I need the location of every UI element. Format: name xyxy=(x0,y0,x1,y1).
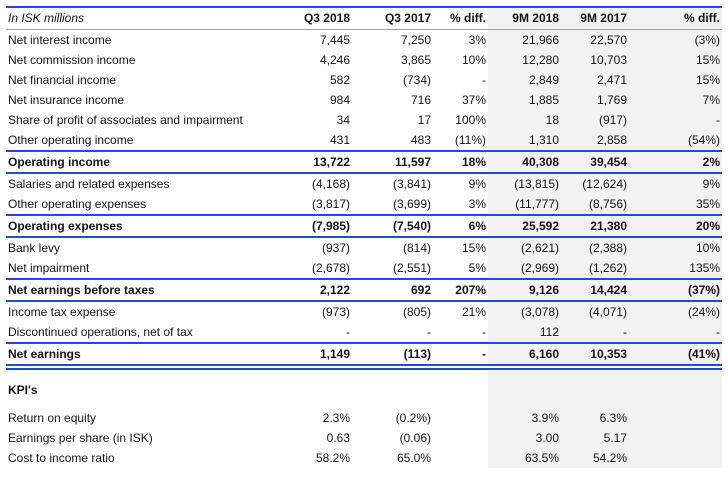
cell-value xyxy=(629,408,722,428)
row-label: Other operating expenses xyxy=(8,196,147,211)
cell-value: (13,815) xyxy=(488,173,561,194)
cell-value: 13,722 xyxy=(258,151,352,173)
cell-value: 58.2% xyxy=(315,450,350,465)
cell-value xyxy=(629,448,722,468)
cell-value: (3,078) xyxy=(488,301,561,322)
kpi-section-row xyxy=(6,380,722,400)
cell-value: - xyxy=(629,110,722,130)
row-label: Net financial income xyxy=(8,72,117,87)
cell-value: 12,280 xyxy=(488,50,561,70)
cell-value: (2,621) xyxy=(488,237,561,258)
col-header-9m-2018: 9M 2018 xyxy=(488,7,561,29)
cell-value: (3,817) xyxy=(311,196,350,211)
cell-value: 2,122 xyxy=(258,279,352,301)
cell-value: (973) xyxy=(321,304,350,319)
cell-value: 1,769 xyxy=(561,90,629,110)
cell-value: 1,310 xyxy=(488,130,561,151)
cell-value: (814) xyxy=(402,240,431,255)
row-label: Net insurance income xyxy=(8,92,125,107)
table-row xyxy=(6,237,722,258)
cell-value: 2.3% xyxy=(322,410,350,425)
table-row xyxy=(6,258,722,279)
cell-value: 4,246 xyxy=(319,52,350,67)
cell-value: 100% xyxy=(455,112,486,127)
cell-value: (734) xyxy=(402,72,431,87)
cell-value: (805) xyxy=(402,304,431,319)
cell-value: 7,250 xyxy=(400,32,431,47)
cell-value: 3,865 xyxy=(400,52,431,67)
cell-value: 15% xyxy=(629,70,722,90)
cell-value: 40,308 xyxy=(488,151,561,173)
cell-value: - xyxy=(482,72,486,87)
cell-value: (1,262) xyxy=(561,258,629,279)
cell-value: 10% xyxy=(461,52,486,67)
kpi-heading: KPI's xyxy=(8,382,38,397)
table-row xyxy=(6,279,722,301)
col-header-q3-2017: Q3 2017 xyxy=(352,7,433,29)
row-label: Net impairment xyxy=(8,260,90,275)
cell-value: 7,445 xyxy=(319,32,350,47)
cell-value: 37% xyxy=(461,92,486,107)
cell-value: (113) xyxy=(352,343,433,367)
col-header-9m-2017: 9M 2017 xyxy=(561,7,629,29)
table-row xyxy=(6,29,722,50)
cell-value: (917) xyxy=(561,110,629,130)
cell-value: 5% xyxy=(468,260,486,275)
cell-value: 6.3% xyxy=(561,408,629,428)
cell-value xyxy=(433,428,488,448)
table-header-row xyxy=(6,7,722,29)
row-label: Net commission income xyxy=(8,52,136,67)
cell-value: (7,540) xyxy=(352,215,433,237)
cell-value xyxy=(433,408,488,428)
cell-value: 207% xyxy=(433,279,488,301)
spacer-row xyxy=(6,367,722,380)
table-row xyxy=(6,70,722,90)
cell-value: (12,624) xyxy=(561,173,629,194)
row-label: Operating expenses xyxy=(6,215,258,237)
cell-value: 2,849 xyxy=(488,70,561,90)
cell-value: (0.2%) xyxy=(395,410,431,425)
cell-value: 1,149 xyxy=(258,343,352,367)
cell-value: 692 xyxy=(352,279,433,301)
cell-value: (37%) xyxy=(629,279,722,301)
cell-value: 14,424 xyxy=(561,279,629,301)
row-label: Net earnings xyxy=(6,343,258,367)
cell-value: 9% xyxy=(629,173,722,194)
table-row xyxy=(6,50,722,70)
row-label: Operating income xyxy=(6,151,258,173)
cell-value: 984 xyxy=(329,92,350,107)
cell-value: 21,380 xyxy=(561,215,629,237)
table-row xyxy=(6,343,722,367)
cell-value: - xyxy=(629,322,722,343)
cell-value: 10% xyxy=(629,237,722,258)
cell-value: (11,777) xyxy=(488,194,561,215)
cell-value: - xyxy=(427,324,431,339)
col-header-9m-diff: % diff. xyxy=(629,7,722,29)
cell-value: (7,985) xyxy=(258,215,352,237)
cell-value: 135% xyxy=(629,258,722,279)
cell-value: 15% xyxy=(461,240,486,255)
table-row xyxy=(6,194,722,215)
income-statement-table xyxy=(6,6,722,468)
cell-value: 6,160 xyxy=(488,343,561,367)
cell-value: (3,699) xyxy=(392,196,431,211)
cell-value: 21,966 xyxy=(488,29,561,50)
cell-value: (3,841) xyxy=(392,176,431,191)
row-label: Bank levy xyxy=(8,240,61,255)
cell-value: 15% xyxy=(629,50,722,70)
cell-value: - xyxy=(346,324,350,339)
cell-value: (8,756) xyxy=(561,194,629,215)
row-label: Earnings per share (in ISK) xyxy=(8,430,153,445)
table-row xyxy=(6,448,722,468)
cell-value: (11%) xyxy=(454,132,486,147)
cell-value: (2,388) xyxy=(561,237,629,258)
table-row xyxy=(6,428,722,448)
cell-value: (2,969) xyxy=(488,258,561,279)
table-row xyxy=(6,90,722,110)
cell-value: - xyxy=(433,343,488,367)
cell-value: (41%) xyxy=(629,343,722,367)
table-row xyxy=(6,301,722,322)
cell-value: 35% xyxy=(629,194,722,215)
cell-value: 7% xyxy=(629,90,722,110)
table-row xyxy=(6,408,722,428)
cell-value: 39,454 xyxy=(561,151,629,173)
cell-value: 0.63 xyxy=(326,430,350,445)
cell-value: 2,471 xyxy=(561,70,629,90)
cell-value: 65.0% xyxy=(396,450,431,465)
table-row xyxy=(6,173,722,194)
row-label: Return on equity xyxy=(8,410,97,425)
cell-value: (2,678) xyxy=(311,260,350,275)
cell-value: 63.5% xyxy=(488,448,561,468)
spacer-row xyxy=(6,400,722,408)
cell-value: 582 xyxy=(329,72,350,87)
cell-value: 18% xyxy=(433,151,488,173)
table-row xyxy=(6,110,722,130)
row-label: Net interest income xyxy=(8,32,112,47)
cell-value: (2,551) xyxy=(392,260,431,275)
cell-value: 716 xyxy=(410,92,431,107)
cell-value: (3%) xyxy=(629,29,722,50)
row-label: Other operating income xyxy=(8,132,134,147)
row-label: Income tax expense xyxy=(8,304,116,319)
cell-value: - xyxy=(561,322,629,343)
cell-value: 5.17 xyxy=(561,428,629,448)
table-row xyxy=(6,322,722,343)
cell-value: - xyxy=(482,324,486,339)
cell-value: (0.06) xyxy=(399,430,431,445)
cell-value: 3% xyxy=(468,32,486,47)
cell-value: 2% xyxy=(629,151,722,173)
table-row xyxy=(6,130,722,151)
cell-value: 3% xyxy=(468,196,486,211)
row-label: Salaries and related expenses xyxy=(8,176,170,191)
row-label: Share of profit of associates and impairment xyxy=(8,112,243,127)
cell-value: 2,858 xyxy=(561,130,629,151)
cell-value: (4,168) xyxy=(311,176,350,191)
cell-value: (54%) xyxy=(629,130,722,151)
cell-value: 483 xyxy=(410,132,431,147)
cell-value: (937) xyxy=(321,240,350,255)
cell-value: 34 xyxy=(336,112,350,127)
cell-value: 21% xyxy=(461,304,486,319)
cell-value: (24%) xyxy=(629,301,722,322)
cell-value: 20% xyxy=(629,215,722,237)
row-label: Discontinued operations, net of tax xyxy=(8,324,193,339)
cell-value: 9,126 xyxy=(488,279,561,301)
cell-value: 17 xyxy=(417,112,431,127)
cell-value: 112 xyxy=(488,322,561,343)
table-row xyxy=(6,151,722,173)
cell-value: 3.9% xyxy=(488,408,561,428)
cell-value: 9% xyxy=(468,176,486,191)
cell-value: 10,703 xyxy=(561,50,629,70)
cell-value xyxy=(433,448,488,468)
row-label: Cost to income ratio xyxy=(8,450,115,465)
cell-value: (4,071) xyxy=(561,301,629,322)
unit-label: In ISK millions xyxy=(6,7,258,29)
cell-value: 3.00 xyxy=(488,428,561,448)
cell-value: 54.2% xyxy=(561,448,629,468)
cell-value: 1,885 xyxy=(488,90,561,110)
cell-value: 6% xyxy=(433,215,488,237)
row-label: Net earnings before taxes xyxy=(6,279,258,301)
cell-value: 25,592 xyxy=(488,215,561,237)
cell-value: 11,597 xyxy=(352,151,433,173)
cell-value: 431 xyxy=(329,132,350,147)
cell-value: 18 xyxy=(488,110,561,130)
col-header-q3-diff: % diff. xyxy=(433,7,488,29)
col-header-q3-2018: Q3 2018 xyxy=(258,7,352,29)
table-row xyxy=(6,215,722,237)
cell-value xyxy=(629,428,722,448)
cell-value: 22,570 xyxy=(561,29,629,50)
cell-value: 10,353 xyxy=(561,343,629,367)
